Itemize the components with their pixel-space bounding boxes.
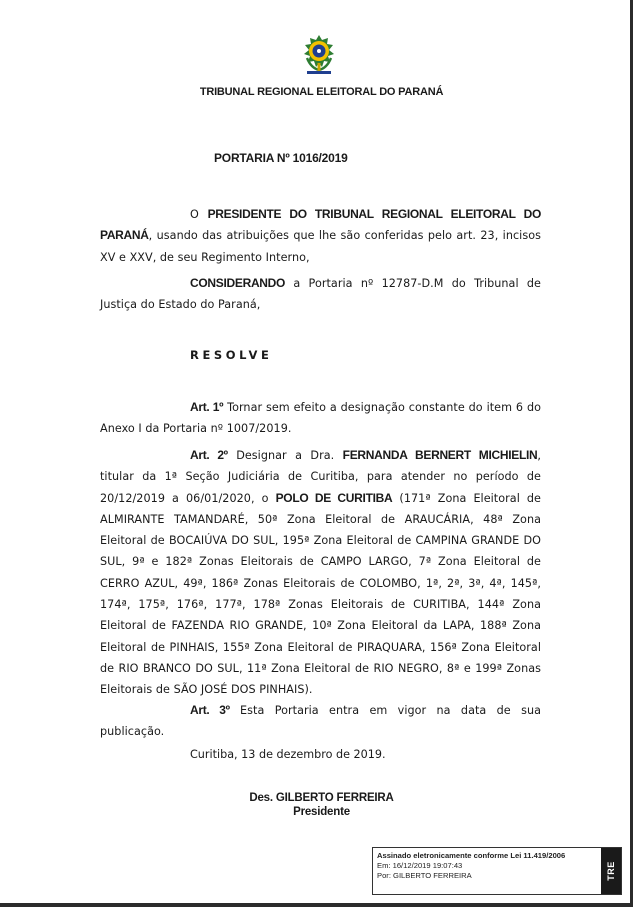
signatory-name: Des. GILBERTO FERREIRA	[249, 792, 394, 804]
coat-of-arms-icon	[301, 34, 337, 76]
page-edge-bottom	[0, 903, 633, 907]
president-title: PRESIDENTE DO TRIBUNAL REGIONAL ELEITORAL DO PARANÁ	[100, 207, 541, 243]
stamp-line-3: Por: GILBERTO FERREIRA	[377, 871, 472, 880]
considerando-paragraph	[100, 273, 541, 316]
stamp-line-1: Assinado eletronicamente conforme Lei 11.419/2006	[377, 851, 566, 860]
stamp-text	[377, 851, 601, 881]
resolve-heading: RESOLVE	[190, 348, 273, 362]
article-2	[100, 445, 541, 701]
considerando-text: a Portaria nº 12787-D.M do Tribunal de Justiça do Estado do Paraná,	[100, 277, 541, 312]
article-2-text-b: , titular da 1ª Seção Judiciária de Curitiba, para atender no período de 20/12/2019 a 06/01/2020, o	[100, 449, 541, 505]
article-2-label: Art. 2º	[190, 448, 228, 462]
stamp-line-2: Em: 16/12/2019 19:07:43	[377, 861, 463, 870]
polo-name: POLO DE CURITIBA	[275, 490, 393, 505]
considerando-label: CONSIDERANDO	[190, 276, 286, 290]
preamble-paragraph	[100, 204, 541, 268]
place-date: Curitiba, 13 de dezembro de 2019.	[190, 748, 386, 761]
signatory-role: Presidente	[293, 806, 350, 818]
document-title: PORTARIA Nº 1016/2019	[214, 151, 348, 165]
tre-seal	[601, 848, 621, 894]
article-3	[100, 700, 541, 743]
article-1-text: Tornar sem efeito a designação constante do item 6 do Anexo I da Portaria nº 1007/2019.	[100, 401, 541, 436]
article-1	[100, 397, 541, 440]
court-name: TRIBUNAL REGIONAL ELEITORAL DO PARANÁ	[199, 86, 444, 98]
preamble-o: O	[190, 208, 208, 221]
article-2-text-a: Designar a Dra.	[227, 449, 343, 462]
preamble-text: , usando das atribuições que lhe são conferidas pelo art. 23, incisos XV e XXV, de seu Regimento Interno,	[100, 229, 541, 264]
electronic-signature-stamp	[372, 847, 622, 895]
article-2-text-c: (171ª Zona Eleitoral de ALMIRANTE TAMANDARÉ, 50ª Zona Eleitoral de ARAUCÁRIA, 48ª Zona Eleitoral de BOCAIÚVA DO SUL, 195ª Zona Eleitoral de CAMPINA GRANDE DO SUL, 9ª e 182ª Zonas Eleitorais de CAMPO LARGO, 7ª Zona Eleitoral de CERRO AZUL, 49ª, 186ª Zonas Eleitorais de COLOMBO, 1ª, 2ª, 3ª, 4ª, 145ª, 174ª, 175ª, 176ª, 177ª, 178ª Zonas Eleitorais de CURITIBA, 144ª Zona Eleitoral de FAZENDA RIO GRANDE, 10ª Zona Eleitoral da LAPA, 188ª Zona Eleitoral de PINHAIS, 155ª Zona Eleitoral de PIRAQUARA, 156ª Zona Eleitoral de RIO BRANCO DO SUL, 11ª Zona Eleitoral de RIO NEGRO, 8ª e 199ª Zonas Eleitorais de SÃO JOSÉ DOS PINHAIS).	[100, 491, 541, 697]
tre-seal-label: TRE	[606, 861, 616, 881]
article-1-label: Art. 1º	[190, 400, 224, 414]
article-3-label: Art. 3º	[190, 703, 230, 717]
article-3-text: Esta Portaria entra em vigor na data de sua publicação.	[100, 704, 542, 739]
designated-person: FERNANDA BERNERT MICHIELIN	[342, 448, 538, 462]
